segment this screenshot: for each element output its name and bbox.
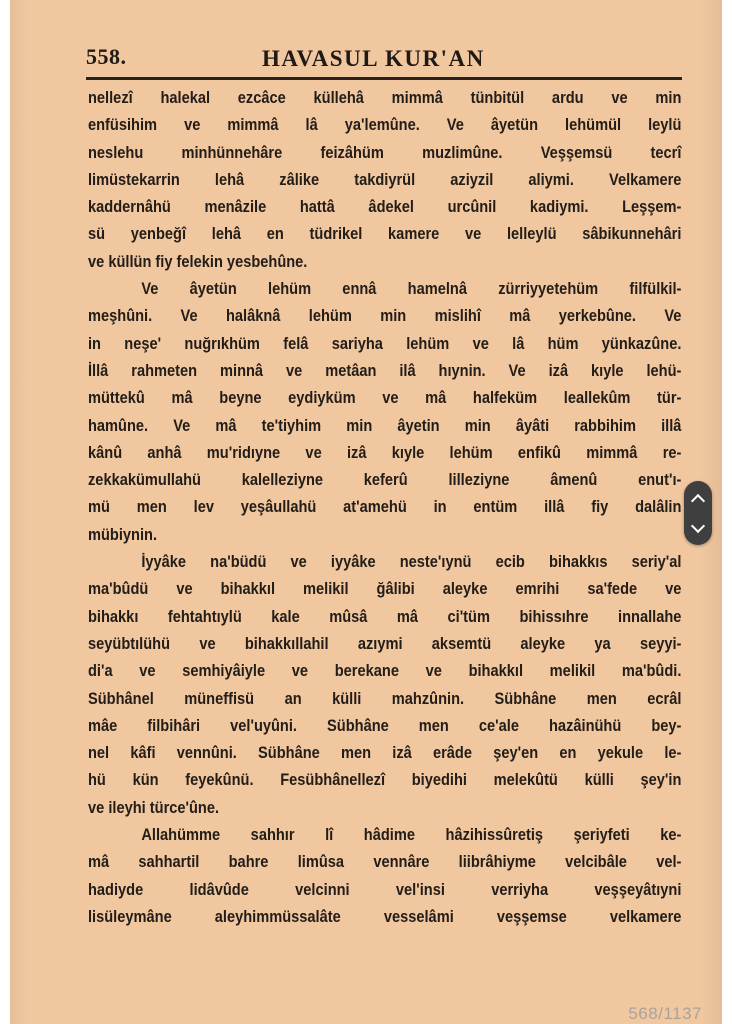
text-line: lisüleymâne aleyhimmüssalâte vesselâmi veşşemse velkamere — [88, 906, 682, 926]
page-number: 558. — [86, 44, 127, 69]
text-line: müttekû mâ beyne eydiyküm ve mâ halfeküm leallekûm tür- — [88, 388, 682, 408]
text-line: neslehu minhünnehâre feizâhüm muzlimûne. Veşşemsü tecrî — [88, 142, 682, 162]
header-rule — [86, 77, 682, 80]
running-head — [86, 40, 682, 82]
text-line: ve küllün fiy felekin yesbehûne. — [88, 251, 308, 271]
body-text — [88, 84, 682, 930]
text-line: mübiynin. — [88, 524, 158, 544]
text-line: bihakkı fehtahtıylü kale mûsâ mâ ci'tüm bihissıhre innallahe — [88, 606, 682, 626]
text-line: zekkakümullahü kalelleziyne keferû lilleziyne âmenû enut'ı- — [88, 470, 682, 490]
text-line: seyübtılühü ve bihakkıllahil azıymi aksemtü aleyke ya seyyi- — [88, 633, 682, 653]
text-line: hadiyde lidâvûde velcinni vel'insi verriyha veşşeyâtıyni — [88, 879, 682, 899]
text-line: hamûne. Ve mâ te'tiyhim min âyetin min âyâti rabbihim illâ — [88, 415, 682, 435]
scroll-up-button[interactable] — [684, 483, 712, 513]
page-scroll-control — [684, 481, 712, 545]
text-line: in neşe' nuğrıkhüm felâ sariyha lehüm ve lâ hüm yünkazûne. — [88, 333, 682, 353]
text-line: nel kâfi vennûni. Sübhâne men izâ erâde şey'en en yekule le- — [88, 743, 682, 763]
text-line: di'a ve semhiyâiyle ve berekane ve bihakkıl melikil ma'bûdi. — [88, 661, 682, 681]
page-counter: 568/1137 — [628, 1004, 702, 1023]
text-line: ma'bûdü ve bihakkıl melikil ğâlibi aleyke emrihi sa'fede ve — [88, 579, 682, 599]
text-line: mâe filbihâri vel'uyûni. Sübhâne men ce'ale hazâinühü bey- — [88, 715, 682, 735]
text-line: mü men lev yeşâullahü at'amehü in entüm illâ fiy dalâlin — [88, 497, 682, 517]
text-line: İyyâke na'büdü ve iyyâke neste'ıynü ecib bihakkıs seriy'al — [141, 552, 682, 572]
text-line: hü kün feyekûnü. Fesübhânellezî biyedihi melekûtü külli şey'in — [88, 770, 682, 790]
chevron-up-icon — [691, 493, 705, 507]
scroll-down-button[interactable] — [684, 513, 712, 543]
text-line: enfüsihim ve mimmâ lâ ya'lemûne. Ve âyetün lehümül leylü — [88, 115, 682, 135]
scanned-page — [10, 0, 722, 1024]
text-line: Ve âyetün lehüm ennâ hamelnâ zürriyyetehüm filfülkil- — [141, 279, 682, 299]
text-line: nellezî halekal ezcâce küllehâ mimmâ tünbitül ardu ve min — [88, 88, 682, 107]
book-title: HAVASUL KUR'AN — [262, 46, 485, 71]
text-line: sü yenbeğî lehâ en tüdrikel kamere ve lelleylü sâbikunnehâri — [88, 224, 682, 244]
chevron-down-icon — [691, 518, 705, 532]
text-line: mâ sahhartil bahre limûsa vennâre liibrâhiyme velcibâle vel- — [88, 852, 682, 872]
text-line: ve ileyhi türce'ûne. — [88, 797, 220, 817]
text-line: kânû anhâ mu'ridıyne ve izâ kıyle lehüm enfikû mimmâ re- — [88, 442, 682, 462]
text-line: kaddernâhü menâzile hattâ âdekel urcûnil kadiymi. Leşşem- — [88, 197, 682, 217]
text-line: Sübhânel müneffisü an külli mahzûnin. Sübhâne men ecrâl — [88, 688, 682, 708]
text-line: İllâ rahmeten minnâ ve metâan ilâ hıynin. Ve izâ kıyle lehü- — [88, 360, 682, 380]
text-line: meşhûni. Ve halâknâ lehüm min mislihî mâ yerkebûne. Ve — [88, 306, 682, 326]
text-line: limüstekarrin lehâ zâlike takdiyrül aziyzil aliymi. Velkamere — [88, 169, 682, 189]
text-line: Allahümme sahhır lî hâdime hâzihissûretiş şeriyfeti ke- — [141, 825, 682, 845]
